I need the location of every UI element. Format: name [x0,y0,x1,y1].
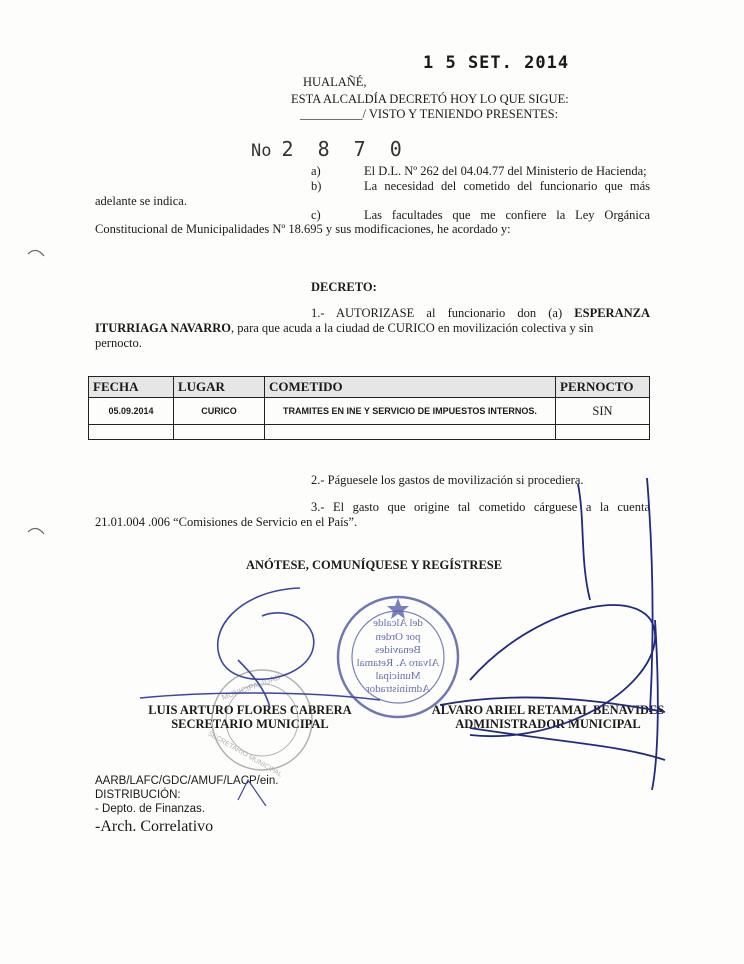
footer-item1: - Depto. de Finanzas. [95,803,205,815]
point1-prefix: 1.- AUTORIZASE al funcionario don (a) [311,306,563,320]
stamp-line-2: por Orden [375,631,421,643]
th-pernocto: PERNOCTO [556,377,650,398]
th-fecha: FECHA [89,377,174,398]
closing-formula: ANÓTESE, COMUNÍQUESE Y REGÍSTRESE [246,558,503,572]
decreto-heading: DECRETO: [311,280,377,294]
left-signatory-title: SECRETARIO MUNICIPAL [171,717,329,731]
header-line2-text: / VISTO Y TENIENDO PRESENTES: [362,107,559,121]
administrator-stamp [338,597,458,717]
header-blank: __________ [300,107,363,121]
stamp-line-5: Municipal [375,670,421,682]
cell-fecha: 05.09.2014 [89,398,174,425]
consideration-c-text: Las facultades que me confiere la Ley Orgánica [364,208,650,222]
consideration-a-text: El D.L. Nº 262 del 04.04.77 del Ministerio de Hacienda; [364,164,647,178]
header-place: HUALAÑÉ, [303,75,367,89]
point3-cont: 21.01.004 .006 “Comisiones de Servicio en el País”. [95,515,358,529]
consideration-c-letter: c) [311,208,321,222]
stamp-line-1: del Alcalde [373,617,423,629]
decree-number-value: 2 8 7 0 [281,137,408,161]
right-handwritten-signature [440,478,665,790]
cell-cometido: TRAMITES EN INE Y SERVICIO DE IMPUESTOS INTERNOS. [265,398,556,425]
footer-initials: AARB/LAFC/GDC/AMUF/LACP/ein. [95,775,279,787]
decree-number-prefix: No [251,141,272,161]
consideration-a-letter: a) [311,164,321,178]
th-lugar: LUGAR [174,377,265,398]
right-signatory-name: ALVARO ARIEL RETAMAL BENAVIDES [431,703,665,717]
consideration-c-cont: Constitucional de Municipalidades Nº 18.695 y sus modificaciones, he acordado y: [95,222,511,236]
secretary-stamp-text-2: SECRETARIO MUNICIPAL [206,730,284,779]
scan-mark [28,528,44,534]
th-cometido: COMETIDO [265,377,556,398]
point1-name1: ESPERANZA [574,306,650,320]
checkmark [238,780,266,806]
consideration-b-cont: adelante se indica. [95,194,187,208]
received-date-stamp: 1 5 SET. 2014 [423,53,570,73]
stamp-line-6: Administrador [365,683,431,695]
secretary-stamp-text-1: MUNICIPALIDAD [220,672,282,703]
scan-mark [28,250,44,256]
header-line1: ESTA ALCALDÍA DECRETÓ HOY LO QUE SIGUE: [291,92,569,106]
stamp-line-3: Benavides [375,644,421,656]
footer-distribution: DISTRIBUCIÓN: [95,789,181,801]
point1-rest2: pernocto. [95,336,142,350]
left-handwritten-signature [140,588,380,708]
point3-text: 3.- El gasto que origine tal cometido cárguese a la cuenta [311,500,650,514]
consideration-b-letter: b) [311,179,322,193]
right-signatory-title: ADMINISTRADOR MUNICIPAL [455,717,641,731]
left-signatory-name: LUIS ARTURO FLORES CABRERA [148,703,352,717]
footer-item2: -Arch. Correlativo [95,818,214,835]
cell-pernocto: SIN [556,398,650,425]
consideration-b-text: La necesidad del cometido del funcionario que más [364,179,650,193]
point1-name2: ITURRIAGA NAVARRO [95,321,232,335]
point2: 2.- Páguesele los gastos de movilización si procediera. [311,473,584,487]
cell-lugar: CURICO [174,398,265,425]
point1-rest1: , para que acuda a la ciudad de CURICO en movilización colectiva y sin [231,321,594,335]
stamp-line-4: Alvaro A. Retamal [356,657,440,669]
